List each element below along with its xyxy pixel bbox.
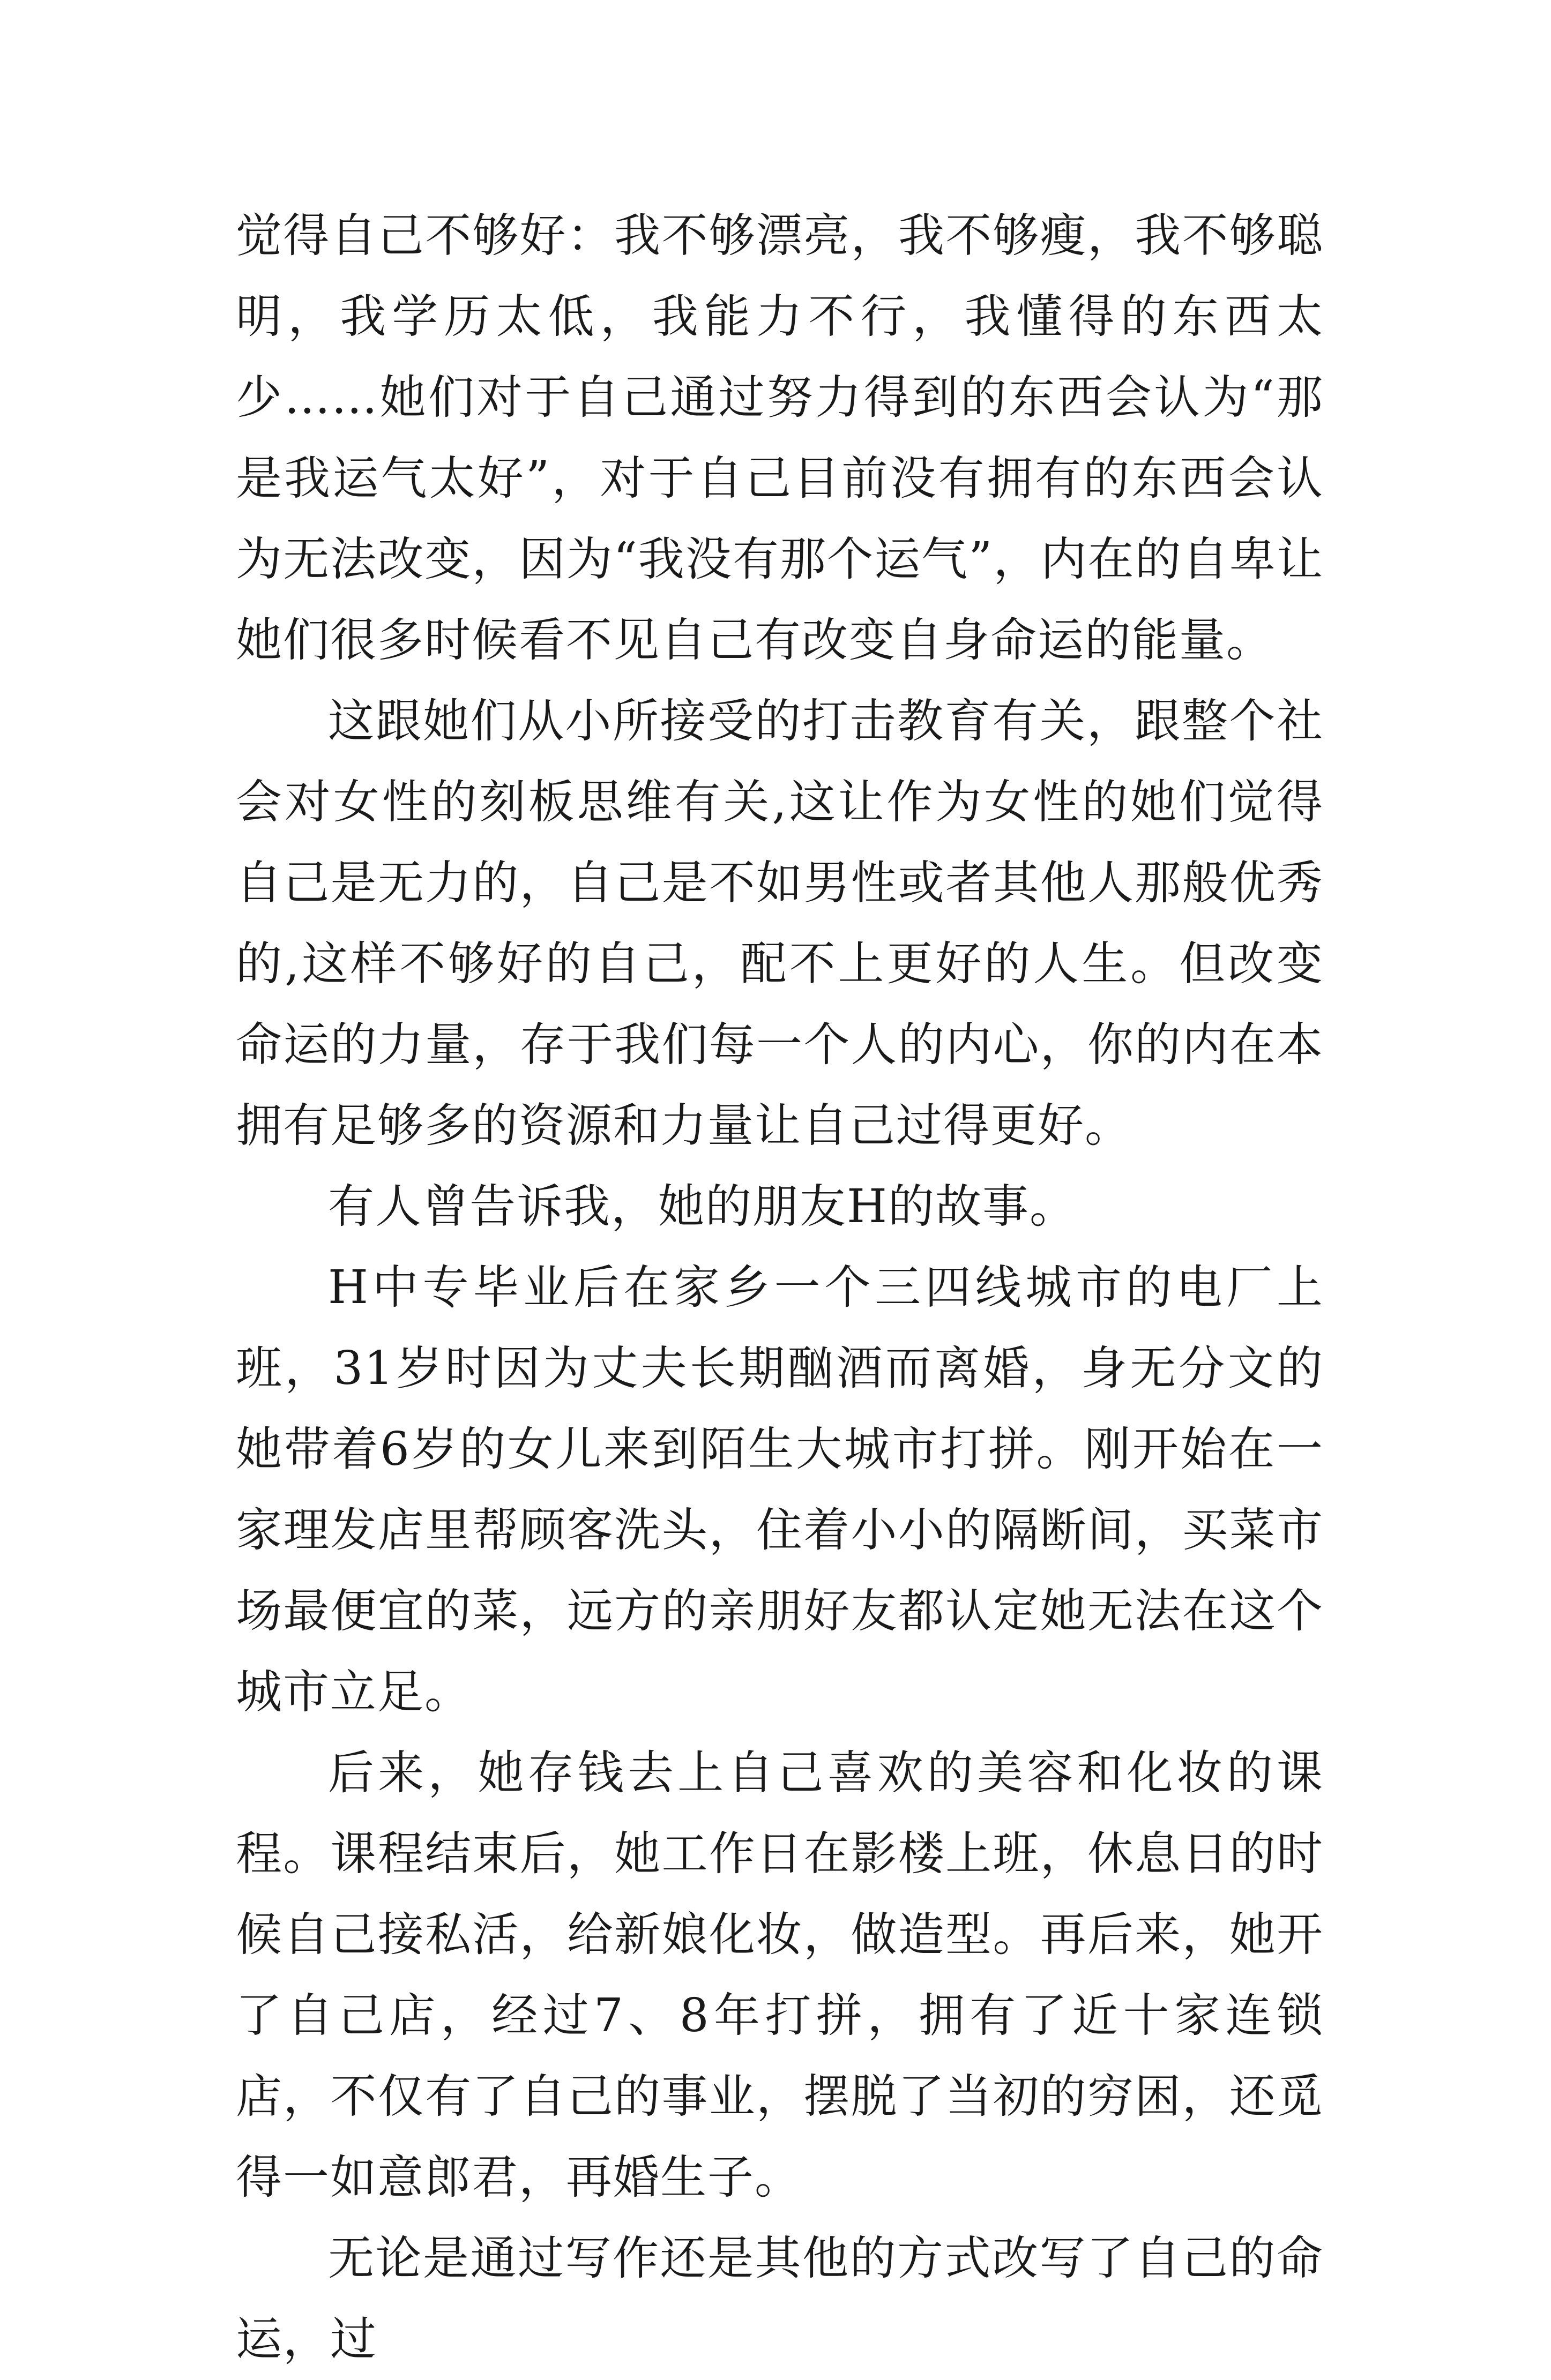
document-body xyxy=(236,196,1324,2380)
paragraph-4: H中专毕业后在家乡一个三四线城市的电厂上班，31岁时因为丈夫长期酗酒而离婚，身无分文的她带着6岁的女儿来到陌生大城市打拼。刚开始在一家理发店里帮顾客洗头，住着小小的隔断间，买菜市场最便宜的菜，远方的亲朋好友都认定她无法在这个城市立足。 xyxy=(236,1261,1324,1719)
paragraph-5: 后来，她存钱去上自己喜欢的美容和化妆的课程。课程结束后，她工作日在影楼上班，休息日的时候自己接私活，给新娘化妆，做造型。再后来，她开了自己店，经过7、8年打拼，拥有了近十家连锁店，不仅有了自己的事业，摆脱了当初的穷困，还觅得一如意郎君，再婚生子。 xyxy=(236,1746,1324,2204)
paragraph-1: 觉得自己不够好：我不够漂亮，我不够瘦，我不够聪明，我学历太低，我能力不行，我懂得的东西太少……她们对于自己通过努力得到的东西会认为“那是我运气太好”，对于自己目前没有拥有的东西会认为无法改变，因为“我没有那个运气”，内在的自卑让她们很多时候看不见自己有改变自身命运的能量。 xyxy=(236,209,1324,667)
paragraph-2: 这跟她们从小所接受的打击教育有关，跟整个社会对女性的刻板思维有关,这让作为女性的她们觉得自己是无力的，自己是不如男性或者其他人那般优秀的,这样不够好的自己，配不上更好的人生。但改变命运的力量，存于我们每一个人的内心，你的内在本拥有足够多的资源和力量让自己过得更好。 xyxy=(236,694,1324,1152)
paragraph-3: 有人曾告诉我，她的朋友H的故事。 xyxy=(328,1180,1077,1233)
paragraph-6: 无论是通过写作还是其他的方式改写了自己的命运，过 xyxy=(236,2232,1324,2366)
